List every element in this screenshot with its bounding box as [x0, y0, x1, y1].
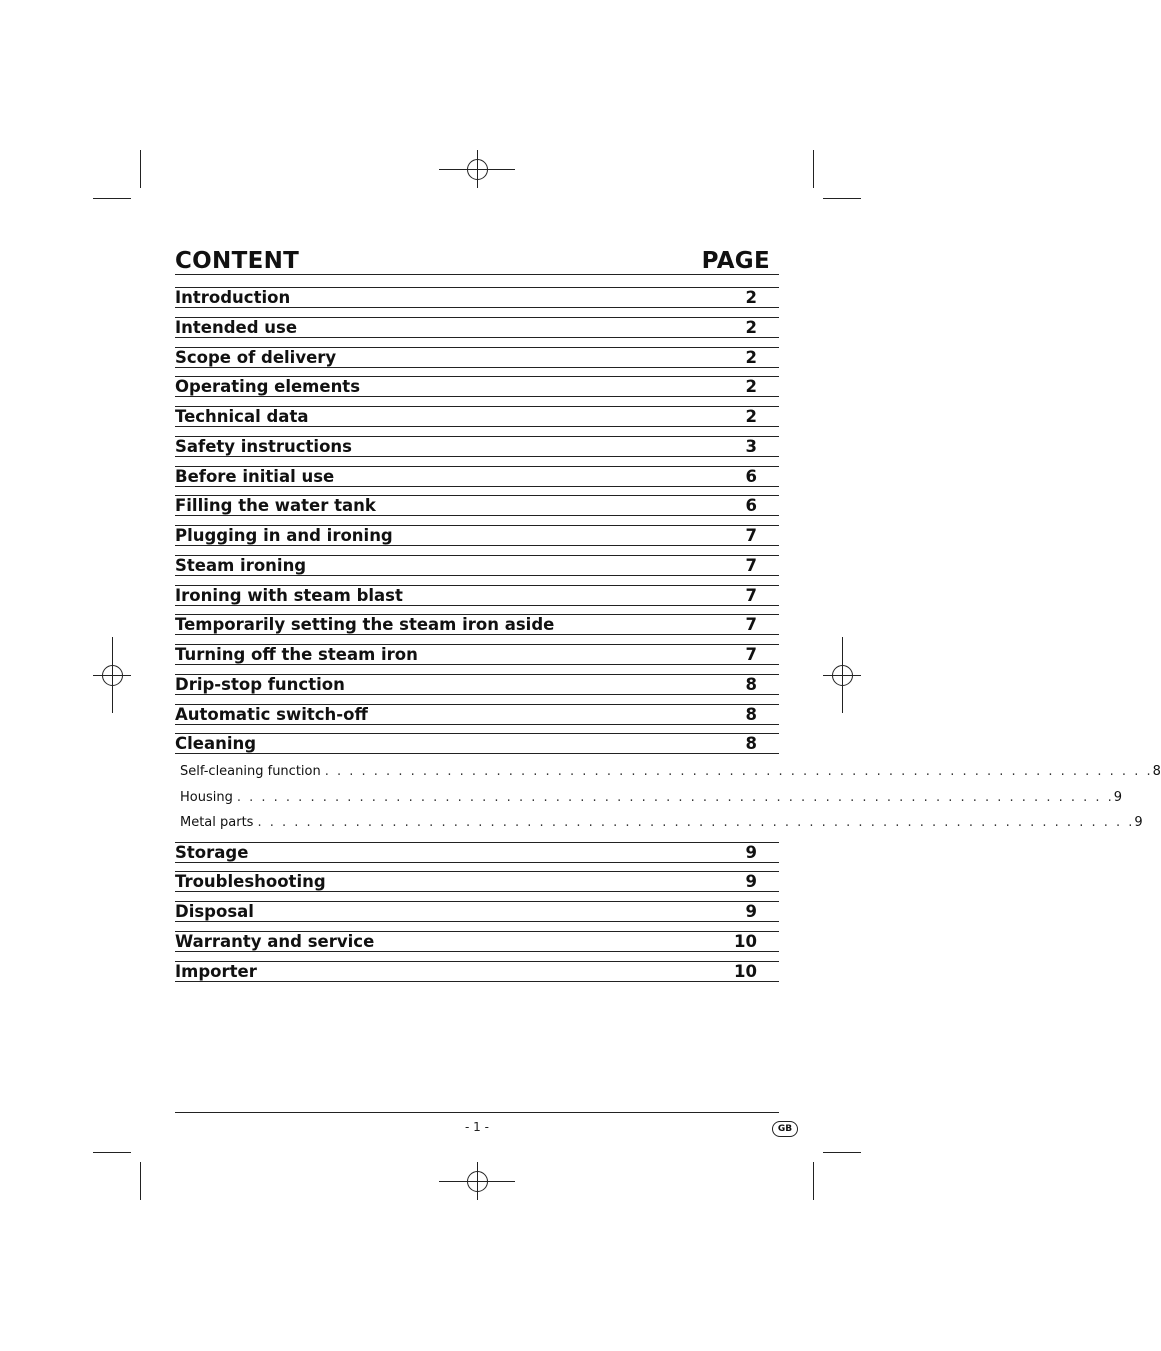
page-heading: PAGE	[701, 248, 770, 274]
toc-entry[interactable]	[175, 317, 779, 338]
entry-title: Turning off the steam iron	[175, 645, 418, 664]
entry-title: Storage	[175, 842, 249, 862]
toc-sub-entry[interactable]	[175, 759, 1161, 785]
toc-entry[interactable]	[175, 436, 779, 457]
toc-entry[interactable]	[175, 704, 779, 725]
entry-page: 8	[745, 734, 757, 754]
footer-divider	[175, 1112, 779, 1113]
dot-leader: . . . . . . . . . . . . . . . . . . . . . . . . . . . . . . . . . . . . . . . . . . . . . . . . . . . . . . . . . . . . . . . . . . . . . . . .	[257, 815, 1135, 830]
entry-title: Steam ironing	[175, 555, 307, 575]
entry-title: Introduction	[175, 288, 291, 307]
toc-entry[interactable]	[175, 347, 779, 368]
entry-page: 2	[745, 288, 757, 307]
entry-page: 7	[745, 615, 757, 635]
entry-title: Operating elements	[175, 377, 361, 397]
entry-title: Before initial use	[175, 466, 335, 486]
entry-page: 9	[745, 902, 757, 921]
sub-entry-title: Metal parts	[180, 815, 254, 830]
entry-page: 7	[745, 645, 757, 664]
entry-title: Technical data	[175, 407, 309, 426]
dot-leader: . . . . . . . . . . . . . . . . . . . . . . . . . . . . . . . . . . . . . . . . . . . . . . . . . . . . . . . . . . . . . . . . . . . . . . . .	[236, 789, 1114, 805]
entry-page: 8	[745, 674, 757, 694]
entry-title: Scope of delivery	[175, 347, 337, 367]
entry-page: 7	[745, 526, 757, 545]
entry-title: Plugging in and ironing	[175, 526, 393, 545]
toc-entry[interactable]	[175, 495, 779, 516]
toc-entry[interactable]	[175, 733, 779, 754]
toc-entry[interactable]	[175, 674, 779, 695]
sub-entry-title: Self-cleaning function	[180, 764, 321, 779]
entry-title: Safety instructions	[175, 436, 352, 456]
entry-page: 9	[745, 872, 757, 892]
entry-page: 8	[745, 704, 757, 724]
toc-entry[interactable]	[175, 376, 779, 397]
entry-title: Warranty and service	[175, 931, 375, 951]
toc-entry[interactable]	[175, 961, 779, 982]
entry-page: 6	[745, 466, 757, 486]
toc-entry[interactable]	[175, 466, 779, 487]
entry-page: 2	[745, 317, 757, 337]
entry-title: Disposal	[175, 902, 254, 921]
entry-title: Cleaning	[175, 734, 257, 754]
entry-title: Ironing with steam blast	[175, 585, 403, 605]
entry-page: 7	[745, 585, 757, 605]
toc-entry[interactable]	[175, 585, 779, 606]
page-number: - 1 -	[465, 1120, 489, 1134]
entry-title: Intended use	[175, 317, 298, 337]
sub-entry-page: 9	[1113, 789, 1123, 805]
entry-page: 6	[745, 496, 757, 516]
content-heading: CONTENT	[175, 248, 300, 274]
toc-sub-entry[interactable]	[175, 785, 1123, 811]
dot-leader: . . . . . . . . . . . . . . . . . . . . . . . . . . . . . . . . . . . . . . . . . . . . . . . . . . . . . . . . . . . . . . . . . . . .	[324, 764, 1153, 779]
entry-page: 9	[745, 842, 757, 862]
entry-title: Automatic switch-off	[175, 704, 368, 724]
toc-entry[interactable]	[175, 842, 779, 863]
entry-page: 10	[734, 931, 757, 951]
entry-title: Drip-stop function	[175, 674, 345, 694]
sub-entry-page: 8	[1152, 764, 1161, 779]
entry-page: 10	[734, 961, 757, 981]
toc-header	[175, 244, 779, 275]
toc-sub-list	[175, 759, 1161, 836]
toc-entry[interactable]	[175, 287, 779, 308]
entry-title: Importer	[175, 961, 257, 981]
sub-entry-page: 9	[1134, 815, 1143, 830]
toc-entry[interactable]	[175, 931, 779, 952]
toc-entry[interactable]	[175, 525, 779, 546]
toc-entry[interactable]	[175, 614, 779, 635]
entry-page: 2	[745, 407, 757, 426]
entry-title: Temporarily setting the steam iron aside	[175, 615, 555, 635]
toc-entry[interactable]	[175, 871, 779, 892]
entry-page: 2	[745, 377, 757, 397]
toc-list	[175, 287, 1161, 982]
toc-sub-entry[interactable]	[175, 810, 1143, 836]
sub-entry-title: Housing	[180, 789, 233, 805]
language-badge: GB	[772, 1121, 798, 1137]
toc-entry[interactable]	[175, 555, 779, 576]
entry-title: Troubleshooting	[175, 872, 326, 892]
entry-page: 3	[745, 436, 757, 456]
toc-entry[interactable]	[175, 406, 779, 427]
table-of-contents	[175, 244, 1161, 990]
toc-entry[interactable]	[175, 644, 779, 665]
toc-entry[interactable]	[175, 901, 779, 922]
entry-page: 2	[745, 347, 757, 367]
entry-title: Filling the water tank	[175, 496, 376, 516]
entry-page: 7	[745, 555, 757, 575]
